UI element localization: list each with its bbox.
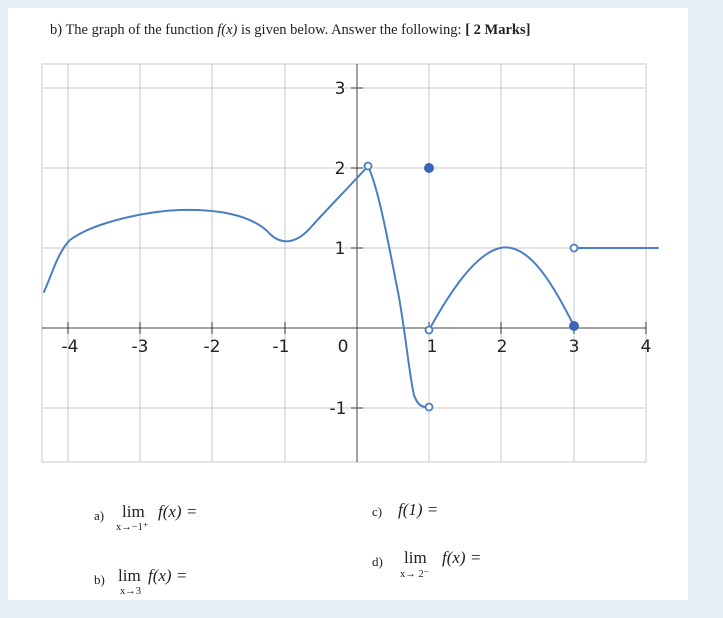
y-tick-labels — [330, 79, 347, 419]
answer-a-label: a) — [94, 508, 105, 523]
answer-b — [94, 566, 294, 606]
question-suffix: is given below. Answer the following: — [241, 22, 462, 38]
open-point-at-one-minus-one — [426, 404, 433, 411]
function-curve — [44, 166, 658, 407]
open-point-at-one-zero — [426, 327, 433, 334]
x-tick-label: 2 — [496, 337, 508, 357]
x-tick-label: 3 — [568, 337, 580, 357]
answer-a-subscript: x→−1⁺ — [116, 522, 149, 533]
y-tick-label: 1 — [334, 239, 346, 259]
answer-b-subscript: x→3 — [120, 586, 141, 597]
answer-b-lim: lim — [118, 566, 141, 585]
open-point-at-three-one — [571, 245, 578, 252]
marks-label: [ 2 Marks] — [465, 22, 531, 38]
y-tick-label: 2 — [334, 159, 346, 179]
x-tick-label: -4 — [61, 337, 79, 357]
answer-a-lim: lim — [122, 502, 145, 521]
x-tick-label: -3 — [131, 337, 149, 357]
x-tick-label: -2 — [203, 337, 221, 357]
x-tick-label: -1 — [272, 337, 290, 357]
answer-a — [94, 502, 294, 542]
x-tick-label: 4 — [640, 337, 652, 357]
answer-b-label: b) — [94, 572, 105, 587]
filled-point-at-one-two — [424, 163, 434, 173]
x-tick-label: 0 — [337, 337, 349, 357]
curve-segment-left — [44, 166, 368, 292]
answer-d-lim: lim — [404, 548, 427, 567]
answer-d — [372, 548, 572, 588]
x-tick-label: 1 — [426, 337, 438, 357]
answer-c-expression: f(1) = — [398, 500, 439, 519]
answer-c — [372, 500, 532, 530]
answer-d-expression: f(x) = — [442, 548, 482, 567]
question-prefix: b) The graph of the function — [50, 22, 214, 38]
x-tick-labels — [62, 337, 652, 357]
function-name: f(x) — [217, 22, 238, 38]
curve-segment-middle — [368, 166, 426, 407]
y-tick-label: -1 — [329, 399, 347, 419]
answer-b-expression: f(x) = — [148, 566, 188, 585]
filled-point-at-three-zero — [569, 321, 579, 331]
y-tick-label: 3 — [334, 79, 346, 99]
open-point-at-minus-one-two — [365, 163, 372, 170]
answer-d-label: d) — [372, 554, 383, 569]
answer-d-subscript: x→ 2⁻ — [400, 569, 430, 580]
answer-c-label: c) — [372, 504, 383, 519]
answer-a-expression: f(x) = — [158, 502, 198, 521]
